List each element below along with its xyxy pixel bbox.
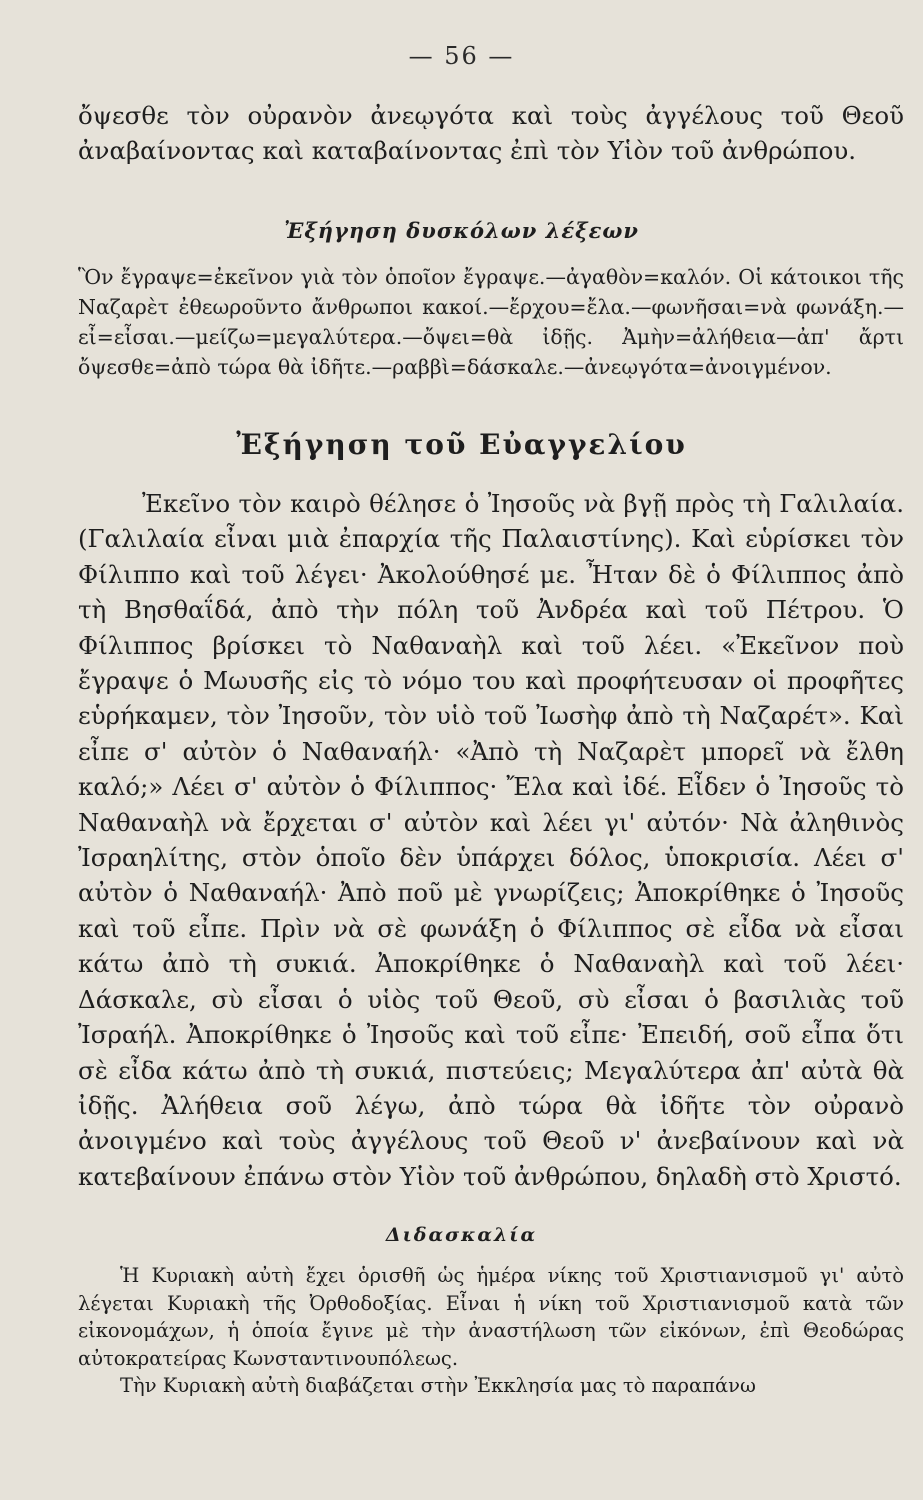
glossary-text: Ὃν ἔγραψε=ἐκεῖνον γιὰ τὸν ὁποῖον ἔγραψε.—ἀγαθὸν=καλόν. Οἱ κάτοικοι τῆς Ναζαρὲτ ἐθεωροῦντο ἄνθρωποι κακοί.—ἔρχου=ἔλα.—φωνῆσαι=νὰ φωνάξη.—εἶ=εἶσαι.—μείζω=μεγαλύτερα.—ὄψει=θὰ ἰδῇς. Ἀμὴν=ἀλήθεια—ἀπ' ἄρτι ὄψεσθε=ἀπὸ τώρα θὰ ἰδῆτε.—ραββὶ=δάσκαλε.—ἀνεῳγότα=ἀνοιγμένον.	[78, 265, 904, 379]
page-number: — 56 —	[408, 42, 515, 70]
teaching-heading: Διδασκαλία	[385, 1224, 538, 1246]
intro-paragraph: ὄψεσθε τὸν οὐρανὸν ἀνεῳγότα καὶ τοὺς ἀγγέλους τοῦ Θεοῦ ἀναβαίνοντας καὶ καταβαίνοντας ἐπὶ τὸν Υἱὸν τοῦ ἀνθρώπου.	[78, 101, 904, 165]
gospel-heading: Ἐξήγηση τοῦ Εὐαγγελίου	[236, 428, 687, 461]
gospel-text: Ἐκεῖνο τὸν καιρὸ θέλησε ὁ Ἰησοῦς νὰ βγῇ πρὸς τὴ Γαλιλαία. (Γαλιλαία εἶναι μιὰ ἐπαρχία τῆς Παλαιστίνης). Καὶ εὑρίσκει τὸν Φίλιππο καὶ τοῦ λέγει· Ἀκολούθησέ με. Ἦταν δὲ ὁ Φίλιππος ἀπὸ τὴ Βησθαΐδά, ἀπὸ τὴν πόλη τοῦ Ἀνδρέα καὶ τοῦ Πέτρου. Ὁ Φίλιππος βρίσκει τὸ Ναθαναὴλ καὶ τοῦ λέει. «Ἐκεῖνον ποὺ ἔγραψε ὁ Μωυσῆς εἰς τὸ νόμο του καὶ προφήτευσαν οἱ προφῆτες εὑρήκαμεν, τὸν Ἰησοῦν, τὸν υἱὸ τοῦ Ἰωσὴφ ἀπὸ τὴ Ναζαρέτ». Καὶ εἶπε σ' αὐτὸν ὁ Ναθαναήλ· «Ἀπὸ τὴ Ναζαρὲτ μπορεῖ νὰ ἔλθη καλό;» Λέει σ' αὐτὸν ὁ Φίλιππος· Ἔλα καὶ ἰδέ. Εἶδεν ὁ Ἰησοῦς τὸ Ναθαναὴλ νὰ ἔρχεται σ' αὐτὸν καὶ λέει γι' αὐτόν· Νὰ ἀληθινὸς Ἰσραηλίτης, στὸν ὁποῖο δὲν ὑπάρχει δόλος, ὑποκρισία. Λέει σ' αὐτὸν ὁ Ναθαναήλ· Ἀπὸ ποῦ μὲ γνωρίζεις; Ἀποκρίθηκε ὁ Ἰησοῦς καὶ τοῦ εἶπε. Πρὶν νὰ σὲ φωνάξη ὁ Φίλιππος σὲ εἶδα νὰ εἶσαι κάτω ἀπὸ τὴ συκιά. Ἀποκρίθηκε ὁ Ναθαναὴλ καὶ τοῦ λέει· Δάσκαλε, σὺ εἶσαι ὁ υἱὸς τοῦ Θεοῦ, σὺ εἶσαι ὁ βασιλιὰς τοῦ Ἰσραήλ. Ἀποκρίθηκε ὁ Ἰησοῦς καὶ τοῦ εἶπε· Ἐπειδή, σοῦ εἶπα ὅτι σὲ εἶδα κάτω ἀπὸ τὴ συκιά, πιστεύεις; Μεγαλύτερα ἀπ' αὐτὰ θὰ ἰδῇς. Ἀλήθεια σοῦ λέγω, ἀπὸ τώρα θὰ ἰδῆτε τὸν οὐρανὸ ἀνοιγμένο καὶ τοὺς ἀγγέλους τοῦ Θεοῦ ν' ἀνεβαίνουν καὶ νὰ κατεβαίνουν ἐπάνω στὸν Υἱὸν τοῦ ἀνθρώπου, δηλαδὴ στὸ Χριστό.	[78, 489, 904, 1191]
glossary-heading: Ἐξήγηση δυσκόλων λέξεων	[284, 218, 639, 243]
teaching-paragraph-1: Ἡ Κυριακὴ αὐτὴ ἔχει ὁρισθῆ ὡς ἡμέρα νίκης τοῦ Χριστιανισμοῦ γι' αὐτὸ λέγεται Κυριακὴ τῆς Ὀρθοδοξίας. Εἶναι ἡ νίκη τοῦ Χριστιανισμοῦ κατὰ τῶν εἰκονομάχων, ἡ ὁποία ἔγινε μὲ τὴν ἀναστήλωση τῶν εἰκόνων, ἐπὶ Θεοδώρας αὐτοκρατείρας Κωνσταντινουπόλεως.	[78, 1264, 904, 1370]
teaching-paragraph-2: Τὴν Κυριακὴ αὐτὴ διαβάζεται στὴν Ἐκκλησία μας τὸ παραπάνω	[120, 1374, 756, 1397]
teaching-section	[78, 1262, 904, 1400]
